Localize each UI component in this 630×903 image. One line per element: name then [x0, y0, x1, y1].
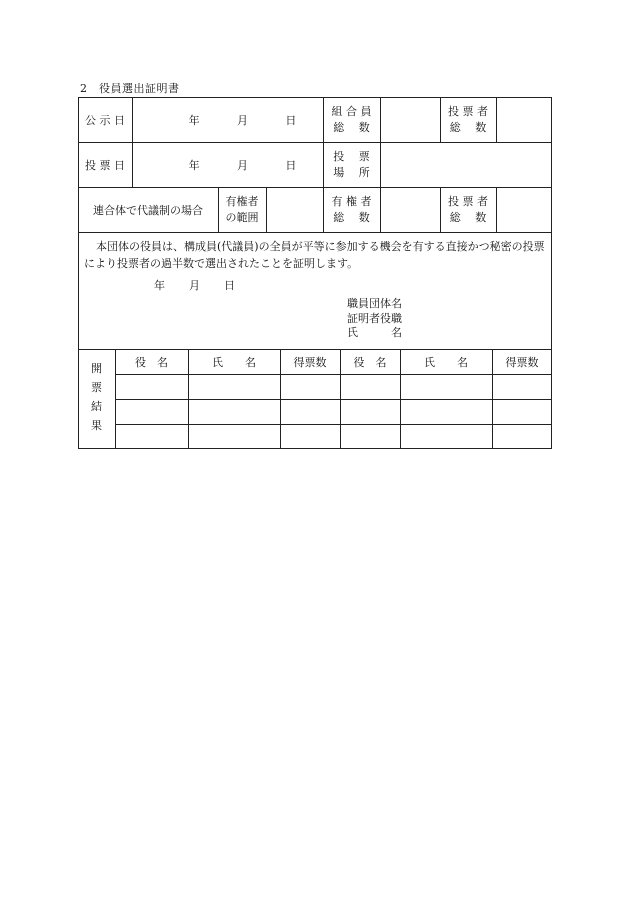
- voters-total-label-1: 投 票 者: [448, 104, 488, 118]
- results-cell[interactable]: [492, 374, 552, 399]
- results-cell[interactable]: [492, 399, 552, 424]
- announce-day: 日: [285, 113, 297, 127]
- results-cell[interactable]: [188, 424, 280, 449]
- announce-date-field[interactable]: [132, 97, 323, 142]
- announce-date-label: 公 示 日: [85, 113, 125, 127]
- results-side-label: [78, 359, 115, 435]
- row3-voters-total-label-1: 投 票 者: [448, 194, 488, 208]
- form-grid: [78, 97, 552, 449]
- vote-place-label-2: 場 所: [333, 165, 370, 179]
- vote-day-field[interactable]: [132, 142, 323, 187]
- vote-day: 日: [285, 158, 297, 172]
- eligible-scope-label: [218, 187, 266, 232]
- results-header-votes-1: 得票数: [293, 355, 327, 369]
- results-cell[interactable]: [188, 399, 280, 424]
- results-cell[interactable]: [188, 374, 280, 399]
- results-side-char: 結: [91, 400, 102, 413]
- results-cell[interactable]: [400, 424, 492, 449]
- certification-date: [154, 277, 235, 293]
- results-side-char: 果: [91, 419, 102, 432]
- results-cell[interactable]: [115, 424, 188, 449]
- org-name-label: 職員団体名: [347, 297, 402, 310]
- results-side-char: 開: [91, 362, 102, 375]
- results-cell[interactable]: [340, 374, 400, 399]
- vote-year: 年: [188, 158, 200, 172]
- voters-total-label: [440, 97, 496, 142]
- eligible-scope-label-1: 有権者: [225, 194, 259, 208]
- results-cell[interactable]: [115, 374, 188, 399]
- name-label: 氏 名: [347, 326, 402, 339]
- vote-month: 月: [236, 158, 248, 172]
- voters-total-field[interactable]: [496, 97, 552, 142]
- results-header-role-2: 役 名: [353, 355, 387, 369]
- eligible-scope-label-2: の範囲: [225, 210, 259, 224]
- section-title: 2 役員選出証明書: [80, 82, 180, 95]
- row3-voters-total-label: [440, 187, 496, 232]
- vote-place-field[interactable]: [380, 142, 552, 187]
- eligible-total-label-1: 有 権 者: [331, 194, 372, 208]
- certification-text: 本団体の役員は、構成員(代議員)の全員が平等に参加する機会を有する直接かつ秘密の投票により投票者の過半数で選出されたことを証明します。: [84, 240, 545, 270]
- cert-day: 日: [224, 279, 235, 292]
- results-cell[interactable]: [400, 374, 492, 399]
- results-cell[interactable]: [400, 399, 492, 424]
- results-cell[interactable]: [280, 424, 340, 449]
- results-cell[interactable]: [280, 399, 340, 424]
- announce-month: 月: [236, 113, 248, 127]
- members-total-label: [323, 97, 380, 142]
- results-header-name-2: 氏 名: [424, 355, 468, 369]
- members-total-field[interactable]: [380, 97, 440, 142]
- results-header-name-1: 氏 名: [212, 355, 256, 369]
- row3-voters-total-label-2: 総 数: [449, 210, 487, 224]
- results-cell[interactable]: [115, 399, 188, 424]
- results-side-char: 票: [91, 381, 102, 394]
- federation-label: 連合体で代議制の場合: [93, 203, 203, 217]
- results-header-votes-2: 得票数: [505, 355, 539, 369]
- cert-month: 月: [189, 279, 200, 292]
- members-total-label-1: 組 合 員: [331, 104, 372, 118]
- row3-voters-total-field[interactable]: [496, 187, 552, 232]
- eligible-total-label: [323, 187, 380, 232]
- cert-year: 年: [154, 279, 165, 292]
- signers-block: [347, 297, 402, 341]
- results-header-role-1: 役 名: [135, 355, 168, 369]
- announce-year: 年: [188, 113, 200, 127]
- members-total-label-2: 総 数: [333, 120, 370, 134]
- eligible-scope-field[interactable]: [266, 187, 323, 232]
- eligible-total-field[interactable]: [380, 187, 440, 232]
- vote-day-label: 投 票 日: [85, 158, 125, 172]
- vote-place-label: [323, 142, 380, 187]
- results-cell[interactable]: [492, 424, 552, 449]
- results-cell[interactable]: [340, 399, 400, 424]
- results-cell[interactable]: [280, 374, 340, 399]
- certifier-title-label: 証明者役職: [347, 311, 402, 325]
- vote-place-label-1: 投 票: [333, 149, 370, 163]
- results-cell[interactable]: [340, 424, 400, 449]
- eligible-total-label-2: 総 数: [333, 210, 370, 224]
- voters-total-label-2: 総 数: [449, 120, 487, 134]
